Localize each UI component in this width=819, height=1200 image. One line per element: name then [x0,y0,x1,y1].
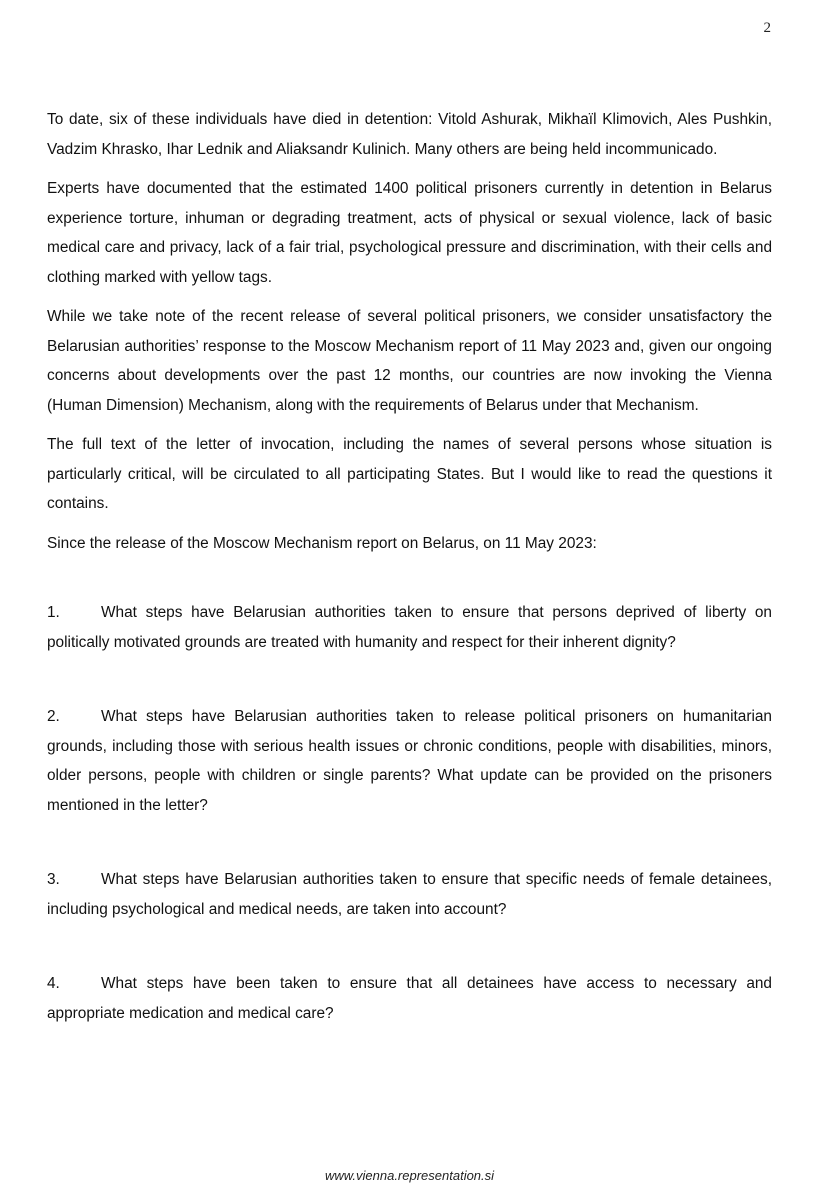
question-text: What steps have Belarusian authorities taken to ensure that persons deprived of liberty on politically motivated grounds are treated with humanity and respect for their inherent dignity? [47,604,772,651]
paragraph-experts: Experts have documented that the estimated 1400 political prisoners currently in detention in Belarus experience torture, inhuman or degrading treatment, acts of physical or sexual violence, lack of basic medical care and privacy, lack of a fair trial, psychological pressure and discrimination, with their cells and clothing marked with yellow tags. [47,180,772,286]
questions-intro: Since the release of the Moscow Mechanism report on Belarus, on 11 May 2023: [47,534,597,552]
question-text: What steps have Belarusian authorities taken to release political prisoners on humanitarian grounds, including those with serious health issues or chronic conditions, people with disabilities, minors, older persons, people with children or single parents? What update can be provided on the prisoners mentioned in the letter? [47,708,772,814]
page-number: 2 [763,20,771,36]
question-4 [47,969,772,1028]
question-text: What steps have been taken to ensure that all detainees have access to necessary and appropriate medication and medical care? [47,975,772,1022]
document-body [47,105,772,1028]
question-number: 3. [47,871,60,888]
question-number: 4. [47,975,60,992]
question-text: What steps have Belarusian authorities taken to ensure that specific needs of female detainees, including psychological and medical needs, are taken into account? [47,871,772,918]
question-3 [47,865,772,924]
question-1 [47,598,772,657]
paragraph-invocation: While we take note of the recent release of several political prisoners, we consider unsatisfactory the Belarusian authorities’ response to the Moscow Mechanism report of 11 May 2023 and, given our ongoing concerns about developments over the past 12 months, our countries are now invoking the Vienna (Human Dimension) Mechanism, along with the requirements of Belarus under that Mechanism. [47,308,772,414]
question-2 [47,702,772,820]
footer-url: www.vienna.representation.si [324,1168,495,1183]
question-number: 1. [47,604,60,621]
paragraph-letter: The full text of the letter of invocation, including the names of several persons whose situation is particularly critical, will be circulated to all participating States. But I would like to read the questions it contains. [47,436,772,512]
paragraph-deaths: To date, six of these individuals have died in detention: Vitold Ashurak, Mikhaïl Klimovich, Ales Pushkin, Vadzim Khrasko, Ihar Lednik and Aliaksandr Kulinich. Many others are being held incommunicado. [47,111,772,158]
question-number: 2. [47,708,60,725]
